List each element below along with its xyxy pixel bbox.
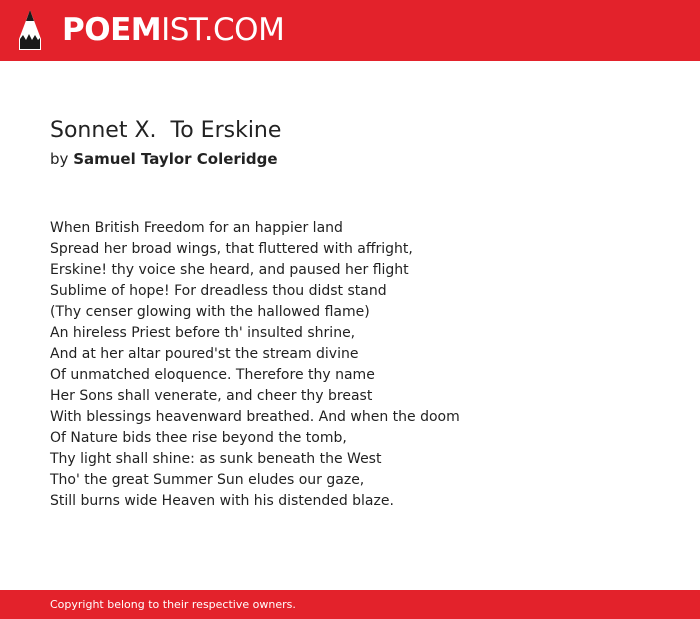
poem-body [50,218,460,512]
site-footer [0,590,700,619]
logo-text-light: IST.COM [161,12,285,48]
site-logo[interactable] [62,11,284,49]
poem-line: Sublime of hope! For dreadless thou didst stand [50,283,387,299]
poem-title: Sonnet X. To Erskine [50,118,282,143]
copyright-text: Copyright belong to their respective owners. [50,598,296,611]
pencil-tip-icon [18,9,42,51]
poem-line: When British Freedom for an happier land [50,220,343,236]
logo-text-bold: POEM [62,12,162,48]
poem-line: (Thy censer glowing with the hallowed flame) [50,304,370,320]
by-label: by [50,150,69,168]
poem-line: With blessings heavenward breathed. And when the doom [50,409,460,425]
author-name: Samuel Taylor Coleridge [73,150,278,168]
poem-line: And at her altar poured'st the stream divine [50,346,359,362]
poem-line: Of Nature bids thee rise beyond the tomb, [50,430,347,446]
poem-line: An hireless Priest before th' insulted shrine, [50,325,356,341]
poem-line: Still burns wide Heaven with his distended blaze. [50,493,394,509]
byline [50,149,278,169]
poem-line: Of unmatched eloquence. Therefore thy name [50,367,375,383]
poem-line: Tho' the great Summer Sun eludes our gaze, [50,472,365,488]
site-header [0,0,700,61]
poem-line: Erskine! thy voice she heard, and paused her flight [50,262,409,278]
poem-line: Spread her broad wings, that fluttered with affright, [50,241,413,257]
poem-line: Her Sons shall venerate, and cheer thy breast [50,388,373,404]
poem-line: Thy light shall shine: as sunk beneath the West [50,451,382,467]
